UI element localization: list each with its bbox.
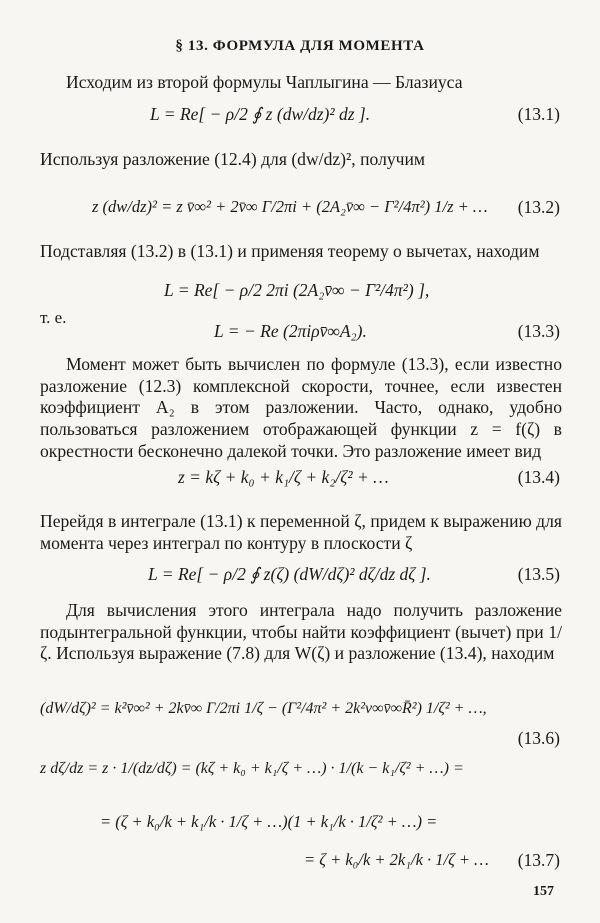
equation-formula: L = Re[ − ρ/2 2πi (2A₂v̄∞ − Γ²/4π²) ],	[164, 280, 430, 300]
equation-formula: z dζ/dz = z · 1/(dz/dζ) = (kζ + k₀ + k₁/ζ + …) · 1/(k − k₁/ζ² + …) =	[40, 760, 464, 777]
equation-formula: z (dw/dz)² = z v̄∞² + 2v̄∞ Γ/2πi + (2A₂v̄∞ − Γ²/4π²) 1/z + …	[92, 197, 488, 216]
equation-13-7	[0, 850, 600, 890]
equation-13-7-line1	[0, 760, 600, 800]
equation-number: (13.5)	[517, 564, 560, 584]
equation-13-7-line2	[0, 812, 600, 852]
equation-number: (13.3)	[517, 321, 560, 341]
equation-formula: = (ζ + k₀/k + k₁/k · 1/ζ + …)(1 + k₁/k · 1/ζ² + …) =	[100, 812, 438, 831]
text-that-is: т. е.	[40, 308, 67, 327]
equation-number: (13.6)	[517, 728, 560, 748]
equation-intermediate	[0, 280, 600, 320]
equation-13-6	[0, 700, 600, 748]
equation-formula: (dW/dζ)² = k²v̄∞² + 2kv̄∞ Γ/2πi 1/ζ − (Γ²/4π² + 2k²v∞v̄∞R̄²) 1/ζ² + …,	[40, 700, 487, 717]
equation-number: (13.1)	[517, 104, 560, 124]
page-number: 157	[533, 884, 554, 899]
equation-number: (13.2)	[517, 197, 560, 217]
equation-formula: L = − Re (2πiρv̄∞A₂).	[214, 321, 367, 341]
equation-number: (13.4)	[517, 467, 560, 487]
equation-formula: z = kζ + k₀ + k₁/ζ + k₂/ζ² + …	[178, 467, 389, 487]
paragraph-expansion: Используя разложение (12.4) для (dw/dz)², получим	[40, 149, 426, 169]
equation-13-4	[0, 467, 600, 507]
equation-number: (13.7)	[517, 850, 560, 870]
equation-formula: = ζ + k₀/k + 2k₁/k · 1/ζ + …	[304, 850, 489, 869]
paragraph-moment: Момент может быть вычислен по формуле (13.3), если известно разложение (12.3) комплексной скорости, точнее, если известен коэффициент A₂ в этом разложении. Часто, однако, удобно пользоваться разложением отображающей функции z = f(ζ) в окрестности бесконечно далекой точки. Это разложение имеет вид	[40, 354, 562, 461]
paragraph-variable-change: Перейдя в интеграле (13.1) к переменной ζ, придем к выражению для момента через интеграл по контуру в плоскости ζ	[40, 511, 562, 553]
paragraph-residue: Для вычисления этого интеграла надо получить разложение подынтегральной функции, чтобы найти коэффициент (вычет) при 1/ζ. Используя выражение (7.8) для W(ζ) и разложение (13.4), находим	[40, 600, 562, 664]
equation-13-1	[0, 104, 600, 144]
equation-13-5	[0, 564, 600, 604]
equation-formula: L = Re[ − ρ/2 ∮ z(ζ) (dW/dζ)² dζ/dz dζ ].	[148, 564, 431, 584]
equation-formula: L = Re[ − ρ/2 ∮ z (dw/dz)² dz ].	[150, 104, 371, 124]
paragraph-substitution: Подставляя (13.2) в (13.1) и применяя теорему о вычетах, находим	[40, 241, 540, 261]
paragraph-intro: Исходим из второй формулы Чаплыгина — Блазиуса	[66, 72, 463, 92]
equation-13-2	[0, 197, 600, 237]
section-heading: § 13. ФОРМУЛА ДЛЯ МОМЕНТА	[175, 38, 425, 54]
